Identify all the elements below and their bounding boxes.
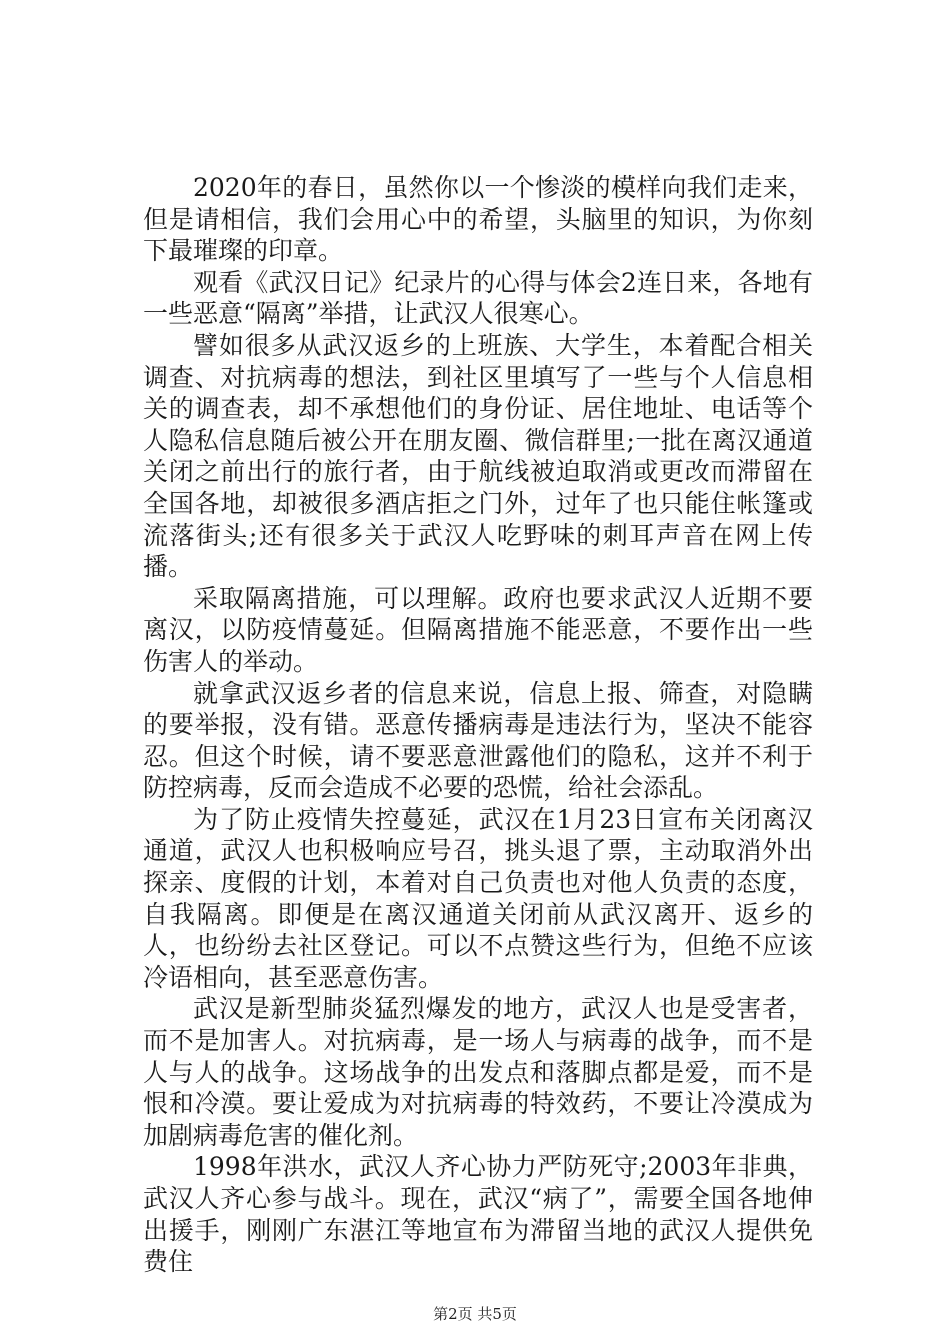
paragraph: 武汉是新型肺炎猛烈爆发的地方，武汉人也是受害者，而不是加害人。对抗病毒，是一场人与病毒的战争，而不是人与人的战争。这场战争的出发点和落脚点都是爱，而不是恨和冷漠。要让爱成为对抗病毒的特效药，不要让冷漠成为加剧病毒危害的催化剂。 <box>143 994 813 1150</box>
paragraph: 1998年洪水，武汉人齐心协力严防死守;2003年非典，武汉人齐心参与战斗。现在，武汉“病了”，需要全国各地伸出援手，刚刚广东湛江等地宣布为滞留当地的武汉人提供免费住 <box>143 1152 813 1277</box>
paragraph: 为了防止疫情失控蔓延，武汉在1月23日宣布关闭离汉通道，武汉人也积极响应号召，挑头退了票，主动取消外出探亲、度假的计划，本着对自己负责也对他人负责的态度，自我隔离。即便是在离汉通道关闭前从武汉离开、返乡的人，也纷纷去社区登记。可以不点赞这些行为，但绝不应该冷语相向，甚至恶意伤害。 <box>143 804 813 992</box>
page-number-footer: 第2页 共5页 <box>433 1305 517 1323</box>
paragraph: 观看《武汉日记》纪录片的心得与体会2连日来，各地有一些恶意“隔离”举措，让武汉人很寒心。 <box>143 267 813 329</box>
paragraph: 譬如很多从武汉返乡的上班族、大学生，本着配合相关调查、对抗病毒的想法，到社区里填写了一些与个人信息相关的调查表，却不承想他们的身份证、居住地址、电话等个人隐私信息随后被公开在朋友圈、微信群里;一批在离汉通道关闭之前出行的旅行者，由于航线被迫取消或更改而滞留在全国各地，却被很多酒店拒之门外，过年了也只能住帐篷或流落街头;还有很多关于武汉人吃野味的刺耳声音在网上传播。 <box>143 330 813 582</box>
paragraph: 就拿武汉返乡者的信息来说，信息上报、筛查，对隐瞒的要举报，没有错。恶意传播病毒是违法行为，坚决不能容忍。但这个时候，请不要恶意泄露他们的隐私，这并不利于防控病毒，反而会造成不必要的恐慌，给社会添乱。 <box>143 678 813 803</box>
paragraph: 2020年的春日，虽然你以一个惨淡的模样向我们走来，但是请相信，我们会用心中的希望，头脑里的知识，为你刻下最璀璨的印章。 <box>143 173 813 266</box>
paragraph: 采取隔离措施，可以理解。政府也要求武汉人近期不要离汉，以防疫情蔓延。但隔离措施不能恶意，不要作出一些伤害人的举动。 <box>143 583 813 676</box>
article-body <box>143 172 813 1278</box>
